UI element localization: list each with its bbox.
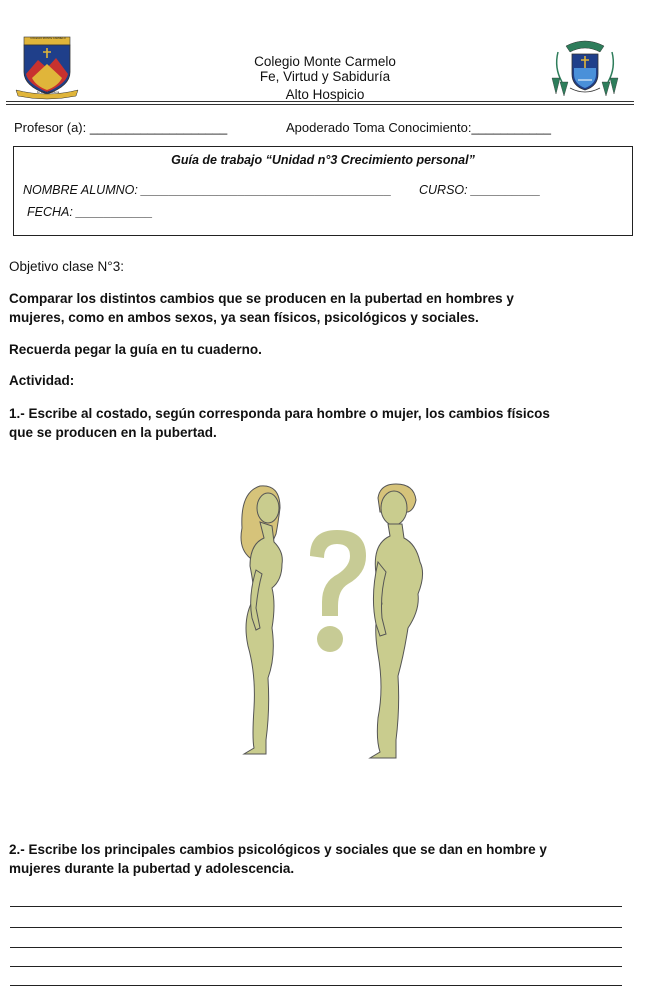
objective-text-1: Comparar los distintos cambios que se producen en la pubertad en hombres y xyxy=(9,291,514,306)
woman-man-question-illustration xyxy=(220,478,440,768)
question-1-line-2: que se producen en la pubertad. xyxy=(9,425,217,440)
school-logo-left xyxy=(14,34,80,100)
objective-heading: Objetivo clase N°3: xyxy=(9,259,124,274)
profesor-field[interactable]: Profesor (a): ___________________ xyxy=(14,120,228,135)
question-1-line-1: 1.- Escribe al costado, según corresponda para hombre o mujer, los cambios físicos xyxy=(9,406,550,421)
apoderado-field[interactable]: Apoderado Toma Conocimiento:___________ xyxy=(286,120,552,135)
student-info-box xyxy=(13,146,633,236)
header-divider-2 xyxy=(6,104,634,105)
answer-line[interactable] xyxy=(10,906,622,907)
coat-of-arms-right xyxy=(548,38,622,98)
coat-of-arms-icon xyxy=(548,38,622,98)
reminder-text: Recuerda pegar la guía en tu cuaderno. xyxy=(9,342,262,357)
question-2-line-2: mujeres durante la pubertad y adolescencia. xyxy=(9,861,295,876)
objective-text-2: mujeres, como en ambos sexos, ya sean físicos, psicológicos y sociales. xyxy=(9,310,479,325)
answer-line[interactable] xyxy=(10,927,622,928)
answer-line[interactable] xyxy=(10,947,622,948)
logo-ribbon-text: Fe Virtud Sabiduría xyxy=(36,91,60,94)
puberty-illustration xyxy=(220,478,440,768)
school-motto: Fe, Virtud y Sabiduría xyxy=(259,69,391,84)
header-divider xyxy=(6,101,634,102)
logo-banner-text: COLEGIO MONTE CARMELO xyxy=(30,37,66,40)
question-2-line-1: 2.- Escribe los principales cambios psicológicos y sociales que se dan en hombre y xyxy=(9,842,547,857)
school-name: Colegio Monte Carmelo xyxy=(254,54,396,69)
woman-figure-icon xyxy=(241,486,282,754)
guide-title: Guía de trabajo “Unidad n°3 Crecimiento personal” xyxy=(171,153,475,167)
activity-heading: Actividad: xyxy=(9,373,75,388)
man-figure-icon xyxy=(370,484,423,758)
question-mark-icon xyxy=(310,530,366,652)
school-city: Alto Hospicio xyxy=(285,87,365,102)
date-field[interactable]: FECHA: ___________ xyxy=(27,205,153,219)
answer-line[interactable] xyxy=(10,985,622,986)
student-name-field[interactable]: NOMBRE ALUMNO: ____________________________________ xyxy=(23,183,392,197)
course-field[interactable]: CURSO: __________ xyxy=(419,183,541,197)
answer-line[interactable] xyxy=(10,966,622,967)
